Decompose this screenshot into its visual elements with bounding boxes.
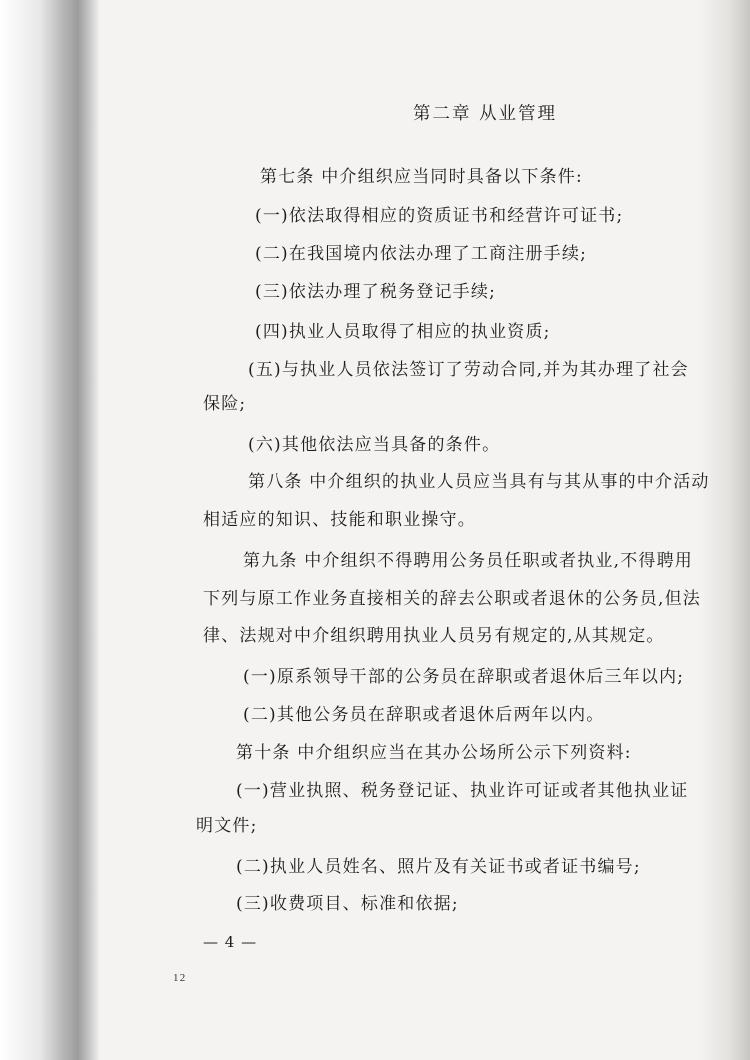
page-footer: — 4 —: [203, 933, 258, 951]
article-8-line-2: 相适应的知识、技能和职业操守。: [203, 510, 476, 530]
article-7-heading: 第七条 中介组织应当同时具备以下条件:: [260, 167, 583, 187]
article-10-item-2: (二)执业人员姓名、照片及有关证书或者证书编号;: [236, 857, 641, 877]
article-9-item-2: (二)其他公务员在辞职或者退休后两年以内。: [243, 705, 605, 725]
article-7-item-6: (六)其他依法应当具备的条件。: [248, 435, 501, 455]
scan-shadow-left: [0, 0, 100, 1060]
scan-page-number: 12: [173, 972, 187, 984]
article-7-item-5-cont: 保险;: [203, 394, 247, 414]
article-9-line-1: 第九条 中介组织不得聘用公务员任职或者执业,不得聘用: [243, 551, 694, 571]
article-7-item-1: (一)依法取得相应的资质证书和经营许可证书;: [255, 206, 624, 226]
article-9-line-2: 下列与原工作业务直接相关的辞去公职或者退休的公务员,但法: [203, 589, 702, 609]
article-7-item-3: (三)依法办理了税务登记手续;: [255, 282, 496, 302]
article-9-line-3: 律、法规对中介组织聘用执业人员另有规定的,从其规定。: [203, 626, 665, 646]
article-10-heading: 第十条 中介组织应当在其办公场所公示下列资料:: [236, 743, 632, 763]
article-10-item-1-cont: 明文件;: [196, 816, 258, 836]
article-8-line-1: 第八条 中介组织的执业人员应当具有与其从事的中介活动: [248, 472, 710, 492]
article-7-item-2: (二)在我国境内依法办理了工商注册手续;: [255, 244, 587, 264]
article-9-item-1: (一)原系领导干部的公务员在辞职或者退休后三年以内;: [243, 667, 685, 687]
chapter-title: 第二章 从业管理: [413, 104, 558, 124]
article-10-item-1: (一)营业执照、税务登记证、执业许可证或者其他执业证: [236, 781, 689, 801]
article-7-item-5: (五)与执业人员依法签订了劳动合同,并为其办理了社会: [248, 360, 689, 380]
scan-shadow-right: [700, 0, 750, 1060]
article-7-item-4: (四)执业人员取得了相应的执业资质;: [255, 322, 551, 342]
article-10-item-3: (三)收费项目、标准和依据;: [236, 894, 459, 914]
